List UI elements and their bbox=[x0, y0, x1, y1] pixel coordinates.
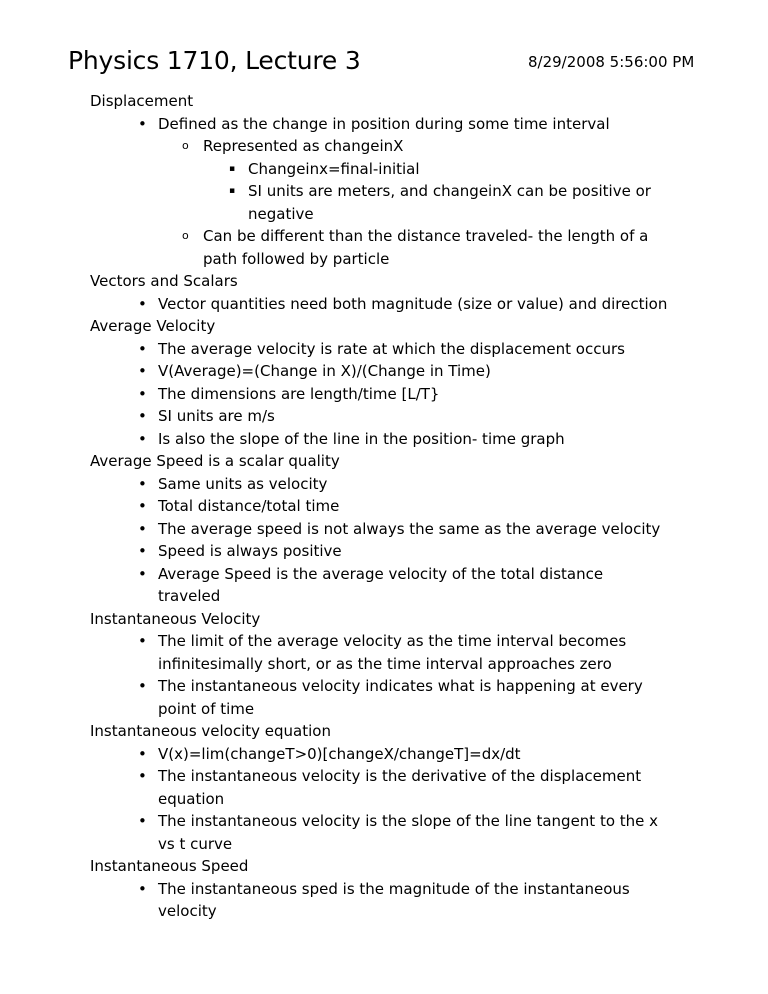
list-item bbox=[90, 675, 730, 720]
bullet-disc-icon: • bbox=[138, 474, 147, 493]
list-item bbox=[90, 765, 730, 810]
list-item bbox=[90, 180, 730, 225]
bullet-list bbox=[90, 338, 730, 451]
bullet-disc-icon: • bbox=[138, 632, 147, 650]
bullet-disc-icon: • bbox=[138, 677, 147, 695]
list-item-text: Is also the slope of the line in the position- time graph bbox=[158, 429, 565, 448]
list-item-text: Defined as the change in position during some time interval bbox=[158, 114, 610, 133]
list-item bbox=[90, 878, 730, 923]
bullet-circle-icon: o bbox=[182, 139, 189, 152]
list-item-text: The instantaneous sped is the magnitude of the instantaneous velocity bbox=[158, 879, 630, 920]
list-item bbox=[90, 383, 730, 406]
list-item-text: SI units are meters, and changeinX can be positive or negative bbox=[248, 182, 651, 223]
section-heading: Instantaneous velocity equation bbox=[90, 722, 331, 740]
list-item bbox=[90, 540, 730, 563]
section-heading: Average Speed is a scalar quality bbox=[90, 452, 340, 470]
list-item bbox=[90, 428, 730, 451]
list-item bbox=[90, 563, 730, 608]
list-item-text: The instantaneous velocity is the derivative of the displacement equation bbox=[158, 767, 642, 808]
list-item-text: The instantaneous velocity is the slope of the line tangent to the x vs t curve bbox=[158, 812, 659, 853]
list-item-text: The instantaneous velocity indicates what is happening at every point of time bbox=[158, 677, 643, 718]
bullet-disc-icon: • bbox=[138, 564, 147, 583]
section-heading: Vectors and Scalars bbox=[90, 272, 238, 290]
bullet-list bbox=[90, 473, 730, 608]
list-item bbox=[90, 405, 730, 428]
bullet-disc-icon: • bbox=[138, 339, 147, 358]
bullet-square-icon: ▪ bbox=[229, 186, 236, 196]
list-item-text: The average speed is not always the same as the average velocity bbox=[158, 519, 661, 538]
list-item-text: Average Speed is the average velocity of the total distance traveled bbox=[158, 564, 604, 605]
bullet-list bbox=[90, 630, 730, 720]
list-item bbox=[90, 158, 730, 181]
bullet-disc-icon: • bbox=[138, 812, 147, 830]
list-item bbox=[90, 225, 730, 270]
section-heading: Average Velocity bbox=[90, 317, 216, 335]
list-item bbox=[90, 360, 730, 383]
bullet-list bbox=[90, 113, 730, 271]
bullet-disc-icon: • bbox=[138, 294, 147, 313]
list-item bbox=[90, 135, 730, 158]
bullet-list bbox=[90, 743, 730, 856]
list-item bbox=[90, 630, 730, 675]
bullet-list bbox=[90, 293, 730, 316]
bullet-disc-icon: • bbox=[138, 767, 147, 785]
list-item-text: Changeinx=final-initial bbox=[248, 159, 420, 178]
bullet-list bbox=[90, 878, 730, 923]
list-item bbox=[90, 518, 730, 541]
page-title: Physics 1710, Lecture 3 bbox=[68, 46, 361, 75]
bullet-disc-icon: • bbox=[138, 497, 147, 515]
bullet-disc-icon: • bbox=[138, 744, 147, 763]
list-item-text: The limit of the average velocity as the time interval becomes infinitesimally short, or as the time interval approaches zero bbox=[158, 632, 627, 673]
list-item-text: Vector quantities need both magnitude (size or value) and direction bbox=[158, 294, 668, 313]
list-item bbox=[90, 113, 730, 136]
bullet-disc-icon: • bbox=[138, 114, 147, 133]
list-item-text: Speed is always positive bbox=[158, 542, 342, 560]
section-heading: Instantaneous Velocity bbox=[90, 609, 261, 628]
list-item-text: Represented as changeinX bbox=[203, 137, 404, 155]
list-item bbox=[90, 810, 730, 855]
list-item-text: Total distance/total time bbox=[158, 497, 340, 515]
list-item-text: Same units as velocity bbox=[158, 474, 328, 493]
bullet-square-icon: ▪ bbox=[229, 163, 236, 174]
list-item bbox=[90, 338, 730, 361]
bullet-disc-icon: • bbox=[138, 542, 147, 560]
list-item bbox=[90, 473, 730, 496]
bullet-disc-icon: • bbox=[138, 362, 147, 380]
list-item-text: SI units are m/s bbox=[158, 407, 275, 425]
list-item-text: Can be different than the distance traveled- the length of a path followed by particle bbox=[203, 227, 649, 268]
list-item bbox=[90, 495, 730, 518]
bullet-disc-icon: • bbox=[138, 519, 147, 538]
page-timestamp: 8/29/2008 5:56:00 PM bbox=[528, 53, 695, 71]
list-item bbox=[90, 293, 730, 316]
notes-body bbox=[90, 90, 730, 923]
list-item-text: V(x)=lim(changeT>0)[changeX/changeT]=dx/dt bbox=[158, 744, 521, 763]
bullet-disc-icon: • bbox=[138, 879, 147, 898]
bullet-disc-icon: • bbox=[138, 407, 147, 425]
bullet-disc-icon: • bbox=[138, 384, 147, 403]
section-heading: Displacement bbox=[90, 92, 194, 110]
list-item-text: V(Average)=(Change in X)/(Change in Time) bbox=[158, 362, 491, 380]
list-item bbox=[90, 743, 730, 766]
section-heading: Instantaneous Speed bbox=[90, 857, 249, 875]
list-item-text: The average velocity is rate at which the displacement occurs bbox=[158, 339, 625, 358]
bullet-circle-icon: o bbox=[182, 229, 189, 242]
list-item-text: The dimensions are length/time [L/T} bbox=[158, 384, 440, 403]
bullet-disc-icon: • bbox=[138, 429, 147, 448]
